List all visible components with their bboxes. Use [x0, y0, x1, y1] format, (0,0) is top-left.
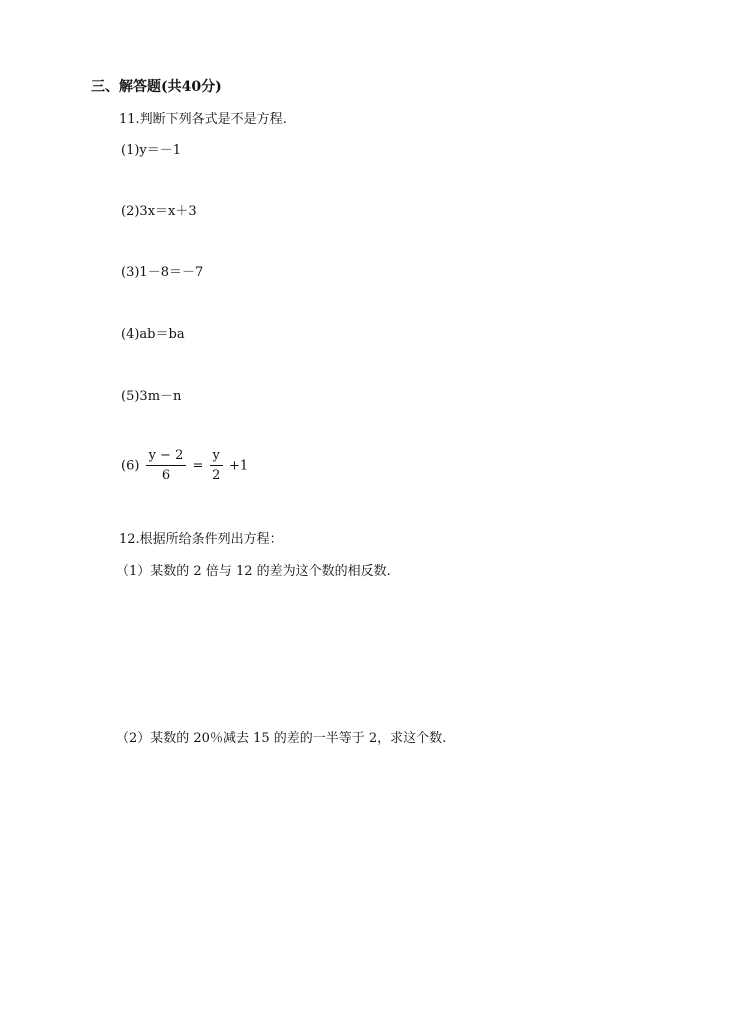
fraction-1 — [146, 448, 187, 484]
q11-item-1-expr: y＝－1 — [139, 143, 182, 158]
fraction-1-denominator: 6 — [161, 468, 171, 483]
q11-item-1 — [121, 139, 181, 158]
question-12-title: 12.根据所给条件列出方程： — [119, 532, 283, 547]
fraction-2 — [210, 448, 223, 484]
q11-item-2-label: (2) — [121, 204, 140, 219]
q11-item-1-label: (1) — [121, 143, 140, 158]
q11-item-4-label: (4) — [121, 327, 140, 342]
fraction-2-denominator: 2 — [212, 468, 221, 483]
q11-item-6 — [121, 448, 248, 484]
q11-item-4 — [121, 323, 185, 342]
section-title: 三、解答题(共40分) — [91, 79, 222, 95]
q11-item-3-label: (3) — [121, 265, 140, 280]
fraction-1-numerator: y − 2 — [146, 448, 187, 466]
q12-part-2: （2）某数的 20％减去 15 的差的一半等于 2，求这个数. — [116, 731, 447, 746]
expression-tail: +1 — [229, 458, 249, 474]
q11-item-5 — [121, 385, 181, 404]
q11-item-3-expr: 1－8＝－7 — [139, 265, 204, 280]
q11-item-5-label: (5) — [121, 389, 140, 404]
q11-item-3 — [121, 261, 203, 280]
q11-item-6-label: (6) — [121, 458, 140, 474]
q12-part-1: （1）某数的 2 倍与 12 的差为这个数的相反数. — [116, 564, 391, 579]
question-11-title: 11.判断下列各式是不是方程. — [119, 112, 287, 127]
q11-item-2 — [121, 200, 197, 219]
fraction-2-numerator: y — [210, 448, 223, 466]
q11-item-5-expr: 3m－n — [139, 389, 182, 404]
q11-item-2-expr: 3x＝x＋3 — [139, 204, 197, 219]
q11-item-4-expr: ab＝ba — [139, 327, 185, 342]
equals-sign: = — [192, 458, 204, 474]
